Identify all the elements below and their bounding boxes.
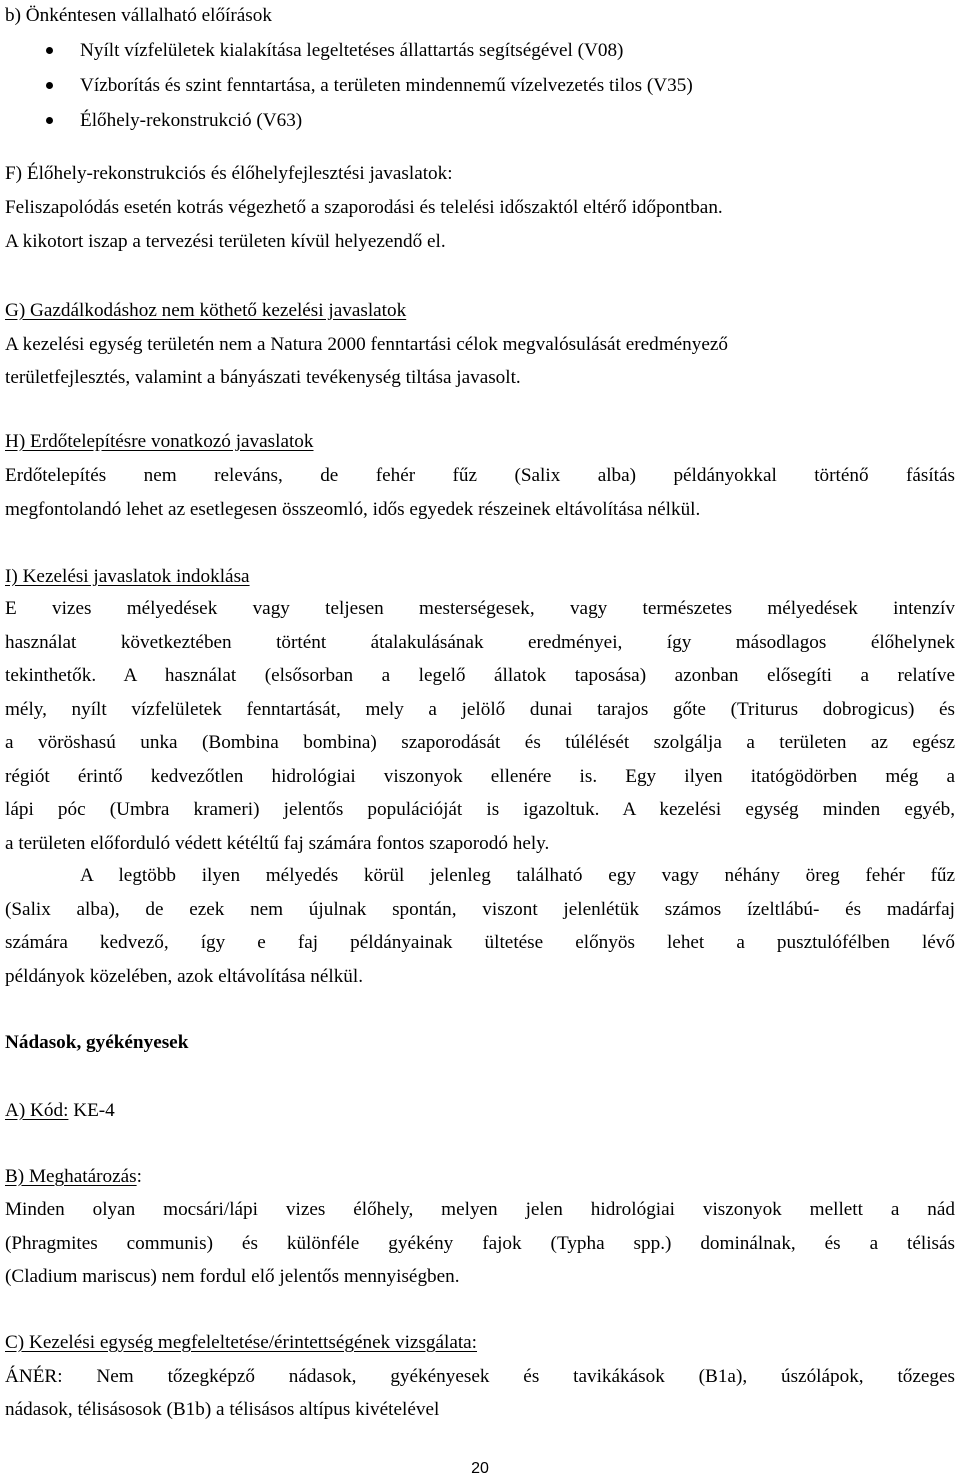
paragraph-line: a területen előforduló védett kétéltű faj számára fontos szaporodó hely. [5,833,550,854]
section-g-heading: G) Gazdálkodáshoz nem köthető kezelési javaslatok [5,300,407,321]
paragraph-line: területfejlesztés, valamint a bányászati tevékenység tiltása javasolt. [5,367,521,388]
paragraph-line: használat következtében történt átalakulásának eredményei, így másodlagos élőhelynek [5,632,955,653]
section-title: Nádasok, gyékényesek [5,1032,189,1053]
section-i-heading: I) Kezelési javaslatok indoklása [5,566,250,587]
paragraph-line: Minden olyan mocsári/lápi vizes élőhely, melyen jelen hidrológiai viszonyok mellett a nád [5,1199,955,1220]
definition-label: B) Meghatározás [5,1166,137,1187]
paragraph-line: ÁNÉR: Nem tőzegképző nádasok, gyékényesek és tavikákások (B1a), úszólápok, tőzeges [5,1366,955,1387]
bullet-icon [46,117,53,124]
paragraph-line: A legtöbb ilyen mélyedés körül jelenleg található egy vagy néhány öreg fehér fűz [80,865,955,886]
paragraph-line: lápi póc (Umbra krameri) jelentős populációját is igazoltuk. A kezelési egység minden egyéb, [5,799,955,820]
paragraph-line: A kikotort iszap a tervezési területen kívül helyezendő el. [5,231,446,252]
list-item: Vízborítás és szint fenntartása, a területen mindennemű vízelvezetés tilos (V35) [80,75,693,96]
bullet-icon [46,82,53,89]
paragraph-line: E vizes mélyedések vagy teljesen mesterségesek, vagy természetes mélyedések intenzív [5,598,955,619]
paragraph-line: Feliszapolódás esetén kotrás végezhető a szaporodási és telelési időszaktól eltérő időpontban. [5,197,723,218]
code-label: A) Kód: [5,1100,69,1121]
definition-colon: : [136,1166,142,1187]
paragraph-line: A kezelési egység területén nem a Natura 2000 fenntartási célok megvalósulását eredményező [5,334,728,355]
paragraph-line: régiót érintő kedvezőtlen hidrológiai viszonyok ellenére is. Egy ilyen itatógödörben még a [5,766,955,787]
paragraph-line: példányok közelében, azok eltávolítása nélkül. [5,966,364,987]
section-b-heading: b) Önkéntesen vállalható előírások [5,5,272,26]
paragraph-line: Erdőtelepítés nem releváns, de fehér fűz (Salix alba) példányokkal történő fásítás [5,465,955,486]
definition-heading [5,1165,955,1189]
paragraph-line: (Phragmites communis) és különféle gyékény fajok (Typha spp.) dominálnak, és a télisás [5,1233,955,1254]
paragraph-line: (Salix alba), de ezek nem újulnak spontán, viszont jelenlétük számos ízeltlábú- és madárfaj [5,899,955,920]
paragraph-line: megfontolandó lehet az esetlegesen összeomló, idős egyedek részeinek eltávolítása nélkül. [5,499,701,520]
paragraph-line: nádasok, télisásosok (B1b) a télisásos altípus kivételével [5,1399,440,1420]
paragraph-line: a vöröshasú unka (Bombina bombina) szaporodását és túlélését szolgálja a területen az egész [5,732,955,753]
paragraph-line: számára kedvező, így e faj példányainak ültetése előnyös lehet a pusztulófélben lévő [5,932,955,953]
paragraph-line: mély, nyílt vízfelületek fenntartását, mely a jelölő dunai tarajos gőte (Triturus dobrogicus) és [5,699,955,720]
section-c-heading: C) Kezelési egység megfeleltetése/érintettségének vizsgálata: [5,1332,478,1353]
section-f-heading: F) Élőhely-rekonstrukciós és élőhelyfejlesztési javaslatok: [5,163,453,184]
section-h-heading: H) Erdőtelepítésre vonatkozó javaslatok [5,431,314,452]
list-item: Élőhely-rekonstrukció (V63) [80,110,303,131]
code-line [5,1099,955,1123]
paragraph-line: tekinthetők. A használat (elsősorban a legelő állatok taposása) azonban elősegíti a relatíve [5,665,955,686]
bullet-icon [46,47,53,54]
paragraph-line: (Cladium mariscus) nem fordul elő jelentős mennyiségben. [5,1266,460,1287]
list-item: Nyílt vízfelületek kialakítása legeltetéses állattartás segítségével (V08) [80,40,624,61]
page-number: 20 [471,1460,489,1477]
code-value: KE-4 [68,1100,115,1121]
